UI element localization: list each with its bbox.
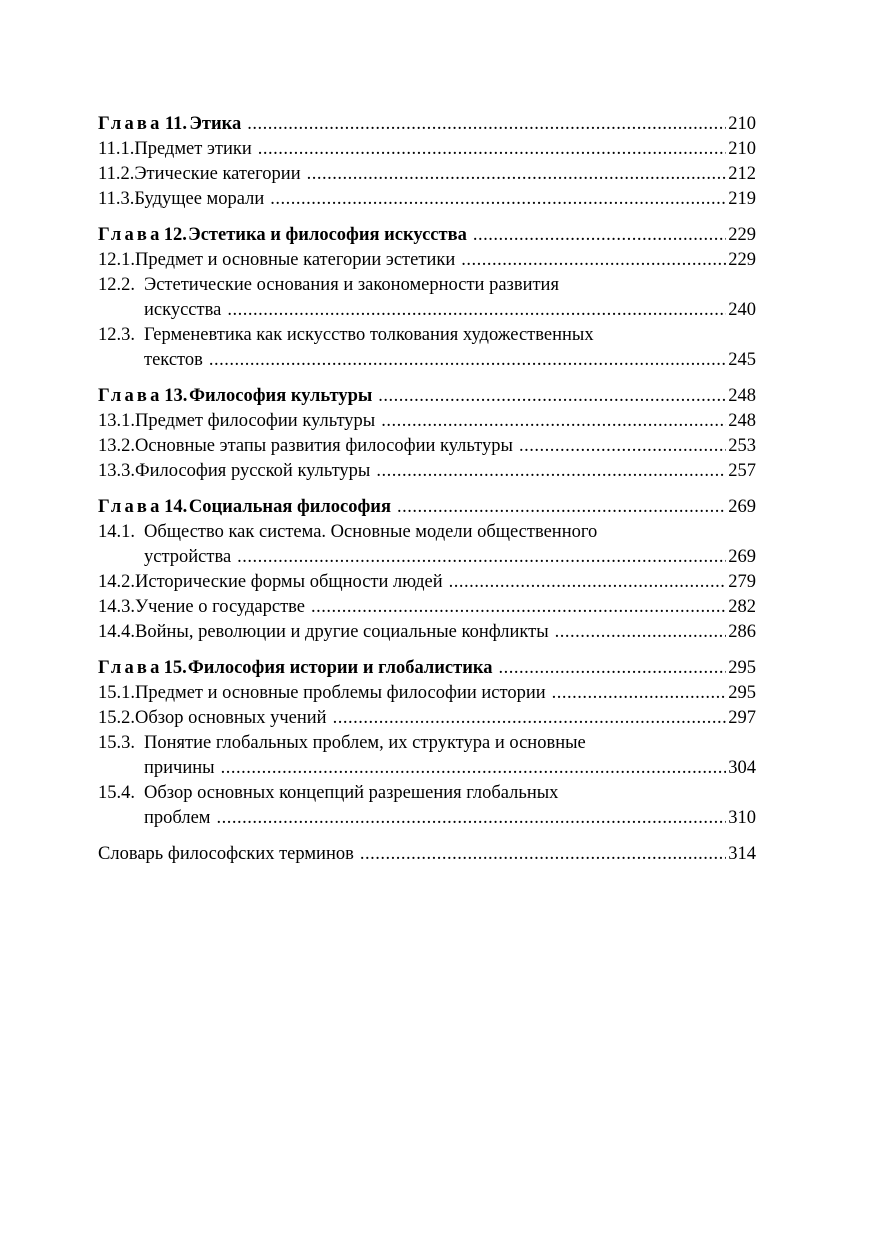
section-entry[interactable] bbox=[98, 248, 756, 273]
chapter-label: Глава bbox=[98, 497, 163, 517]
chapter-label: Глава bbox=[98, 114, 163, 134]
dot-leader bbox=[209, 348, 726, 373]
dot-leader bbox=[519, 434, 726, 459]
section-number: 11.1. bbox=[98, 139, 135, 159]
section-title-continued: искусства bbox=[144, 300, 222, 320]
chapter-heading[interactable] bbox=[98, 495, 756, 520]
chapter-title: Эстетика и философия искусства bbox=[188, 225, 467, 245]
chapter-entry bbox=[98, 223, 756, 373]
page-number: 210 bbox=[728, 114, 757, 134]
section-entry-continuation[interactable] bbox=[98, 756, 756, 781]
dot-leader bbox=[333, 706, 727, 731]
section-number: 12.2. bbox=[98, 275, 135, 295]
glossary-title: Словарь философских терминов bbox=[98, 844, 354, 864]
section-title: Исторические формы общности людей bbox=[135, 572, 443, 592]
dot-leader bbox=[461, 248, 726, 273]
section-entry[interactable] bbox=[98, 137, 756, 162]
chapter-title: Философия культуры bbox=[189, 386, 373, 406]
chapter-title: Социальная философия bbox=[188, 497, 391, 517]
page-number: 248 bbox=[728, 386, 757, 406]
section-entry[interactable] bbox=[98, 595, 756, 620]
glossary-entry[interactable] bbox=[98, 842, 756, 867]
section-entry[interactable] bbox=[98, 162, 756, 187]
section-entry-line[interactable] bbox=[98, 323, 756, 348]
section-number: 11.3. bbox=[98, 189, 135, 209]
dot-leader bbox=[555, 620, 727, 645]
section-title-continued: устройства bbox=[144, 547, 232, 567]
chapter-number: 12. bbox=[163, 225, 187, 245]
page-number: 310 bbox=[728, 808, 756, 828]
dot-leader bbox=[221, 756, 727, 781]
section-entry-continuation[interactable] bbox=[98, 348, 756, 373]
section-number: 15.2. bbox=[98, 708, 135, 728]
dot-leader bbox=[381, 409, 726, 434]
section-entry-continuation[interactable] bbox=[98, 806, 756, 831]
chapter-entry bbox=[98, 656, 756, 831]
section-entry[interactable] bbox=[98, 681, 756, 706]
section-title: Предмет этики bbox=[134, 139, 252, 159]
section-title: Этические категории bbox=[134, 164, 301, 184]
chapter-number: 11. bbox=[164, 114, 188, 134]
page-number: 210 bbox=[728, 139, 756, 159]
chapter-entry bbox=[98, 495, 756, 645]
chapter-number: 14. bbox=[164, 497, 188, 517]
section-number: 14.1. bbox=[98, 522, 135, 542]
section-title: Эстетические основания и закономерности развития bbox=[144, 275, 559, 295]
section-title-continued: причины bbox=[144, 758, 215, 778]
dot-leader bbox=[258, 137, 726, 162]
page-number: 219 bbox=[728, 189, 756, 209]
page-number: 257 bbox=[728, 461, 756, 481]
dot-leader bbox=[227, 298, 726, 323]
chapter-title: Философия истории и глобалистика bbox=[187, 658, 493, 678]
section-title: Общество как система. Основные модели общественного bbox=[144, 522, 598, 542]
chapter-heading[interactable] bbox=[98, 384, 756, 409]
page-number: 212 bbox=[728, 164, 756, 184]
dot-leader bbox=[307, 162, 727, 187]
section-number: 14.3. bbox=[98, 597, 135, 617]
dot-leader bbox=[449, 570, 727, 595]
chapter-label: Глава bbox=[98, 658, 163, 678]
page-number: 245 bbox=[728, 350, 756, 370]
section-number: 14.2. bbox=[98, 572, 135, 592]
section-entry[interactable] bbox=[98, 409, 756, 434]
section-title: Предмет и основные проблемы философии истории bbox=[135, 683, 546, 703]
chapter-entry bbox=[98, 384, 756, 484]
section-entry-line[interactable] bbox=[98, 731, 756, 756]
page-number: 279 bbox=[728, 572, 756, 592]
chapter-heading[interactable] bbox=[98, 656, 756, 681]
dot-leader bbox=[311, 595, 726, 620]
chapter-label: Глава bbox=[98, 386, 163, 406]
chapter-label: Глава bbox=[98, 225, 163, 245]
section-title-continued: текстов bbox=[144, 350, 203, 370]
page-number: 240 bbox=[728, 300, 756, 320]
section-entry-line[interactable] bbox=[98, 520, 756, 545]
page-number: 282 bbox=[728, 597, 756, 617]
section-title: Герменевтика как искусство толкования художественных bbox=[144, 325, 594, 345]
chapter-number: 13. bbox=[164, 386, 188, 406]
section-number: 13.2. bbox=[98, 436, 135, 456]
section-entry[interactable] bbox=[98, 620, 756, 645]
section-number: 12.3. bbox=[98, 325, 135, 345]
page-number: 295 bbox=[728, 658, 756, 678]
page-number: 269 bbox=[728, 497, 756, 517]
section-entry[interactable] bbox=[98, 570, 756, 595]
dot-leader bbox=[237, 545, 726, 570]
section-number: 15.4. bbox=[98, 783, 135, 803]
chapter-number: 15. bbox=[163, 658, 187, 678]
dot-leader bbox=[376, 459, 726, 484]
section-title: Предмет и основные категории эстетики bbox=[135, 250, 456, 270]
section-number: 13.1. bbox=[98, 411, 135, 431]
section-entry-line[interactable] bbox=[98, 273, 756, 298]
section-title: Войны, революции и другие социальные конфликты bbox=[135, 622, 549, 642]
section-title: Обзор основных концепций разрешения глобальных bbox=[144, 783, 559, 803]
section-number: 15.3. bbox=[98, 733, 135, 753]
chapter-heading[interactable] bbox=[98, 223, 756, 248]
section-title-continued: проблем bbox=[144, 808, 211, 828]
page-number: 229 bbox=[728, 250, 756, 270]
page-number: 304 bbox=[728, 758, 756, 778]
dot-leader bbox=[378, 384, 726, 409]
section-title: Учение о государстве bbox=[135, 597, 306, 617]
dot-leader bbox=[552, 681, 727, 706]
section-number: 12.1. bbox=[98, 250, 135, 270]
section-title: Основные этапы развития философии культуры bbox=[135, 436, 513, 456]
section-entry[interactable] bbox=[98, 187, 756, 212]
dot-leader bbox=[473, 223, 726, 248]
section-entry-continuation[interactable] bbox=[98, 298, 756, 323]
section-entry[interactable] bbox=[98, 706, 756, 731]
page-number: 253 bbox=[728, 436, 756, 456]
dot-leader bbox=[217, 806, 727, 831]
section-number: 15.1. bbox=[98, 683, 135, 703]
page-number: 314 bbox=[728, 844, 756, 864]
section-number: 14.4. bbox=[98, 622, 135, 642]
page-number: 269 bbox=[728, 547, 756, 567]
section-number: 13.3. bbox=[98, 461, 135, 481]
dot-leader bbox=[397, 495, 726, 520]
section-entry[interactable] bbox=[98, 434, 756, 459]
section-title: Будущее морали bbox=[134, 189, 265, 209]
dot-leader bbox=[499, 656, 727, 681]
table-of-contents bbox=[98, 112, 756, 867]
section-number: 11.2. bbox=[98, 164, 135, 184]
section-title: Обзор основных учений bbox=[135, 708, 327, 728]
dot-leader bbox=[270, 187, 726, 212]
dot-leader bbox=[360, 842, 726, 867]
chapter-title: Этика bbox=[189, 114, 242, 134]
chapter-heading[interactable] bbox=[98, 112, 756, 137]
page-number: 248 bbox=[728, 411, 756, 431]
page-number: 229 bbox=[728, 225, 756, 245]
section-title: Философия русской культуры bbox=[135, 461, 371, 481]
page-number: 286 bbox=[728, 622, 756, 642]
section-title: Понятие глобальных проблем, их структура и основные bbox=[144, 733, 586, 753]
section-entry[interactable] bbox=[98, 459, 756, 484]
dot-leader bbox=[247, 112, 726, 137]
page-number: 297 bbox=[728, 708, 756, 728]
section-title: Предмет философии культуры bbox=[135, 411, 376, 431]
section-entry-continuation[interactable] bbox=[98, 545, 756, 570]
chapter-entry bbox=[98, 112, 756, 212]
page-number: 295 bbox=[728, 683, 756, 703]
section-entry-line[interactable] bbox=[98, 781, 756, 806]
